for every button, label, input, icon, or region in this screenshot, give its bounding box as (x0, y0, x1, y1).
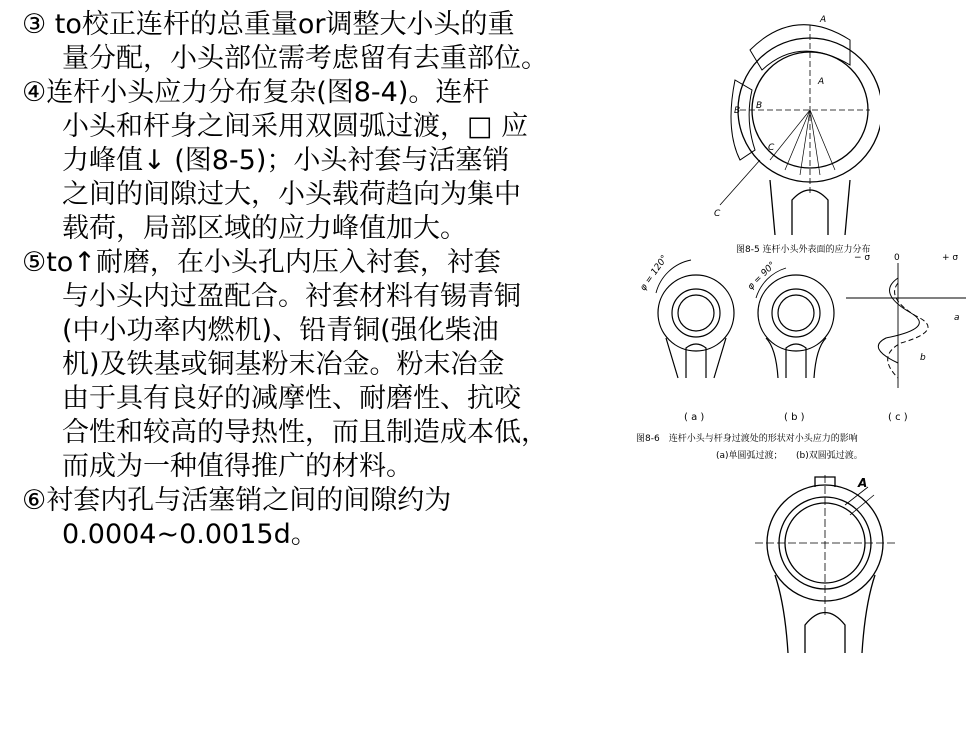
axis-minus-sigma: − σ (854, 253, 871, 263)
paragraph-6 (22, 484, 632, 552)
stress-hatch-top (750, 25, 850, 70)
axis-plus-sigma: + σ (942, 253, 959, 263)
text-column (22, 8, 632, 552)
paragraph-line: 由于具有良好的减摩性、耐磨性、抗咬 (62, 383, 521, 414)
paragraph-4 (22, 76, 632, 246)
paragraph-line: 与小头内过盈配合。衬套材料有锡青铜 (62, 281, 521, 312)
rod-b-outer (758, 275, 834, 351)
angle-label-b: φ = 90° (745, 260, 778, 293)
sublabel-c: ( c ) (888, 412, 908, 423)
curve-label-b: b (920, 353, 926, 363)
figure-small-end-stress (700, 10, 880, 240)
paragraph-line: 之间的间隙过大，小头载荷趋向为集中 (62, 179, 521, 210)
label-b-outer: B (734, 106, 741, 116)
paragraph-line: 小头和杆身之间采用双圆弧过渡，□ 应 (62, 111, 529, 142)
paragraph-line: 合性和较高的导热性，而且制造成本低， (62, 417, 548, 448)
rod-slot (792, 190, 828, 235)
paragraph-line: 量分配，小头部位需考虑留有去重部位。 (62, 43, 548, 74)
label-a-top: A (820, 15, 827, 25)
label-a-bushing: A (858, 476, 868, 490)
paragraph-line: 机)及铁基或铜基粉末冶金。粉末冶金 (62, 349, 505, 380)
paragraph-5 (22, 246, 632, 484)
stress-curve-a (878, 278, 919, 363)
sublabel-b: ( b ) (784, 412, 805, 423)
paragraph-line: ③ to校正连杆的总重量or调整大小头的重 (22, 9, 515, 40)
label-c-inner: C (768, 143, 775, 153)
label-b-inner: B (756, 101, 763, 111)
axis-zero: 0 (894, 253, 900, 263)
rod-a-outer (658, 275, 734, 351)
curve-label-a: a (954, 313, 960, 323)
paragraph-line: ⑥衬套内孔与活塞销之间的间隙约为 (22, 485, 452, 516)
paragraph-line: 0.0004~0.0015d。 (62, 519, 318, 550)
paragraph-line: 载荷，局部区域的应力峰值加大。 (62, 213, 467, 244)
figure-transition-shape (636, 238, 972, 468)
paragraph-line: ④连杆小头应力分布复杂(图8-4)。连杆 (22, 77, 490, 108)
paragraph-line: (中小功率内燃机)、铅青铜(强化柴油 (62, 315, 499, 346)
sublabel-a: ( a ) (684, 412, 705, 423)
paragraph-line: 力峰值↓ (图8-5)；小头衬套与活塞销 (62, 145, 510, 176)
paragraph-line: 而成为一种值得推广的材料。 (62, 451, 413, 482)
figure-small-end-bushing (750, 475, 900, 655)
stress-curve-b (888, 283, 928, 378)
label-c-outer: C (714, 209, 721, 219)
caption-fig-8-5: 图8-5 连杆小头外表面的应力分布 (736, 245, 871, 255)
paragraph-line: ⑤to↑耐磨，在小头孔内压入衬套，衬套 (22, 247, 501, 278)
angle-label-a: φ = 120° (638, 253, 671, 293)
stress-hatch-left (731, 80, 755, 160)
label-a-inner: A (818, 77, 825, 87)
paragraph-3 (22, 8, 632, 76)
caption-fig-8-6: 图8-6 连杆小头与杆身过渡处的形状对小头应力的影响 (636, 434, 858, 444)
caption-fig-8-6-sub: (a)单圆弧过渡； (b)双圆弧过渡。 (716, 451, 863, 461)
